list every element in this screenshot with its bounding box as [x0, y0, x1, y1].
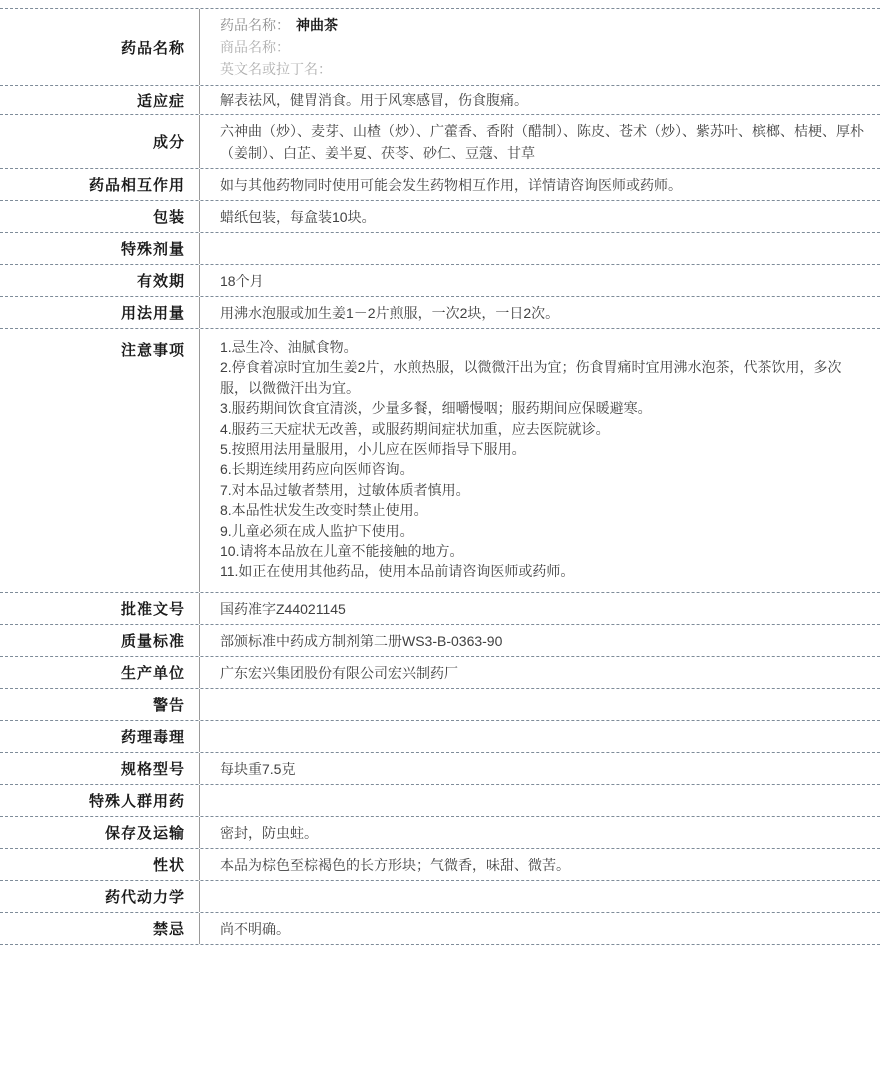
precaution-item: 7.对本品过敏者禁用，过敏体质者慎用。 — [220, 481, 470, 498]
row-label: 特殊人群用药 — [0, 785, 200, 816]
row-label: 禁忌 — [0, 913, 200, 944]
row-content: 国药准字Z44021145 — [220, 600, 346, 617]
table-row — [0, 849, 880, 881]
table-row — [0, 233, 880, 265]
row-content: 六神曲（炒）、麦芽、山楂（炒）、广藿香、香附（醋制）、陈皮、苍术（炒）、紫苏叶、槟榔、桔梗、厚朴（姜制）、白芷、姜半夏、茯苓、砂仁、豆蔻、甘草 — [220, 122, 864, 161]
row-label: 药理毒理 — [0, 721, 200, 752]
table-row — [0, 329, 880, 593]
row-label: 药品相互作用 — [0, 169, 200, 200]
field-key: 英文名或拉丁名： — [220, 61, 332, 77]
table-row — [0, 297, 880, 329]
row-label: 包装 — [0, 201, 200, 232]
precaution-item: 10.请将本品放在儿童不能接触的地方。 — [220, 543, 464, 560]
row-content: 蜡纸包装，每盒装10块。 — [220, 208, 376, 225]
row-label: 警告 — [0, 689, 200, 720]
row-content: 广东宏兴集团股份有限公司宏兴制药厂 — [220, 664, 458, 681]
precaution-item: 2.停食着凉时宜加生姜2片，水煎热服，以微微汗出为宜；伤食胃痛时宜用沸水泡茶，代茶饮用，多次服，以微微汗出为宜。 — [220, 359, 842, 396]
row-content: 18个月 — [220, 272, 264, 289]
precaution-item: 3.服药期间饮食宜清淡，少量多餐，细嚼慢咽；服药期间应保暖避寒。 — [220, 400, 652, 417]
table-row — [0, 115, 880, 169]
row-content — [200, 721, 880, 752]
table-row — [0, 689, 880, 721]
table-row — [0, 753, 880, 785]
row-content: 解表祛风，健胃消食。用于风寒感冒，伤食腹痛。 — [220, 92, 528, 108]
drug-name-value: 神曲茶 — [296, 17, 338, 33]
precaution-item: 9.儿童必须在成人监护下使用。 — [220, 522, 414, 539]
table-row — [0, 86, 880, 115]
row-label: 特殊剂量 — [0, 233, 200, 264]
row-label: 规格型号 — [0, 753, 200, 784]
row-content: 本品为棕色至棕褐色的长方形块；气微香，味甜、微苦。 — [220, 856, 570, 873]
table-row — [0, 785, 880, 817]
row-label: 性状 — [0, 849, 200, 880]
field-key: 商品名称： — [220, 39, 290, 55]
precaution-item: 5.按照用法用量服用，小儿应在医师指导下服用。 — [220, 441, 526, 458]
precaution-item: 11.如正在使用其他药品，使用本品前请咨询医师或药师。 — [220, 563, 575, 580]
row-content: 部颁标准中药成方制剂第二册WS3-B-0363-90 — [220, 632, 503, 649]
row-content — [200, 329, 880, 592]
drug-spec-table — [0, 8, 880, 945]
trade-name-line — [220, 36, 864, 58]
row-content: 每块重7.5克 — [220, 760, 296, 777]
row-content: 如与其他药物同时使用可能会发生药物相互作用，详情请咨询医师或药师。 — [220, 176, 682, 193]
row-content: 用沸水泡服或加生姜1－2片煎服，一次2块，一日2次。 — [220, 304, 560, 321]
row-label: 药品名称 — [0, 9, 200, 85]
field-key: 药品名称： — [220, 17, 290, 33]
table-row — [0, 593, 880, 625]
row-content — [200, 233, 880, 264]
precaution-item: 8.本品性状发生改变时禁止使用。 — [220, 502, 428, 519]
precaution-item: 1.忌生冷、油腻食物。 — [220, 339, 358, 355]
row-label: 适应症 — [0, 86, 200, 114]
row-content: 密封，防虫蛀。 — [220, 824, 318, 841]
row-content — [200, 9, 880, 85]
row-label: 批准文号 — [0, 593, 200, 624]
row-label: 注意事项 — [0, 329, 200, 592]
row-content — [200, 881, 880, 912]
row-content: 尚不明确。 — [220, 920, 290, 937]
row-content — [200, 689, 880, 720]
table-row — [0, 265, 880, 297]
row-label: 药代动力学 — [0, 881, 200, 912]
row-label: 成分 — [0, 115, 200, 168]
row-label: 保存及运输 — [0, 817, 200, 848]
row-label: 生产单位 — [0, 657, 200, 688]
table-row — [0, 817, 880, 849]
table-row — [0, 881, 880, 913]
row-label: 质量标准 — [0, 625, 200, 656]
precaution-item: 4.服药三天症状无改善，或服药期间症状加重，应去医院就诊。 — [220, 420, 610, 437]
latin-name-line — [220, 58, 864, 80]
row-label: 有效期 — [0, 265, 200, 296]
table-row — [0, 169, 880, 201]
table-row — [0, 625, 880, 657]
table-row — [0, 657, 880, 689]
table-row — [0, 201, 880, 233]
row-content — [200, 785, 880, 816]
table-row — [0, 9, 880, 86]
table-row — [0, 913, 880, 945]
drug-name-line — [220, 14, 864, 36]
row-label: 用法用量 — [0, 297, 200, 328]
precaution-item: 6.长期连续用药应向医师咨询。 — [220, 461, 414, 478]
table-row — [0, 721, 880, 753]
